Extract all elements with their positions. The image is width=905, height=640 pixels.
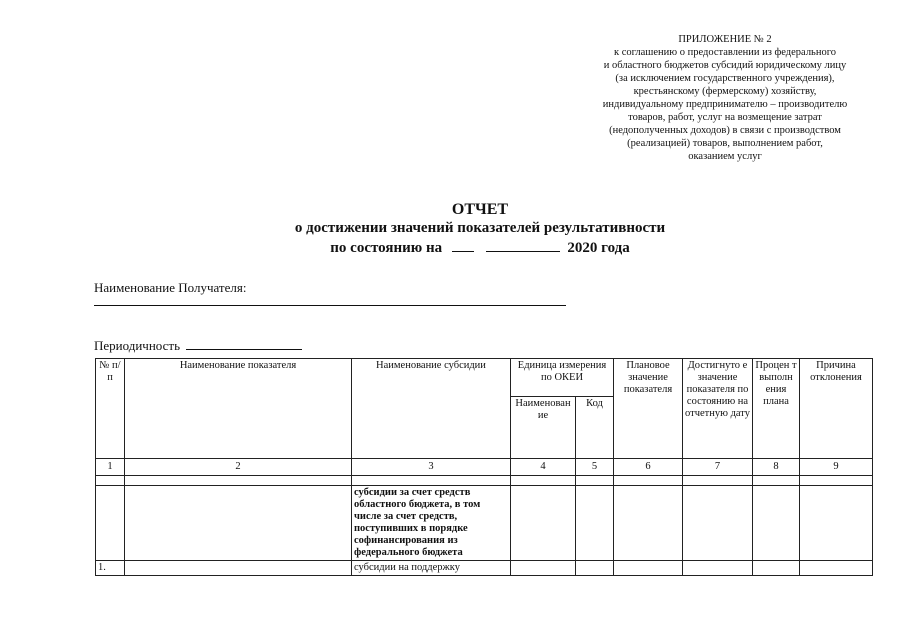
subsidy-cell[interactable]: субсидии за счет средств областного бюджета, в том числе за счет средств, поступивших в порядке софинансирования из федерального бюджета xyxy=(352,486,511,561)
percent-cell[interactable] xyxy=(753,486,800,561)
header-planned: Плановое значение показателя xyxy=(614,359,683,459)
row-num-cell[interactable] xyxy=(96,486,125,561)
reason-cell[interactable] xyxy=(800,561,873,576)
planned-cell[interactable] xyxy=(614,486,683,561)
planned-cell[interactable] xyxy=(614,561,683,576)
header-indicator-name: Наименование показателя xyxy=(125,359,352,459)
appendix-line: (реализацией) товаров, выполнением работ, xyxy=(627,138,823,149)
unit-code-cell[interactable] xyxy=(576,476,614,486)
appendix-line: (за исключением государственного учреждения), xyxy=(615,73,835,84)
column-number: 4 xyxy=(511,459,576,476)
column-number: 5 xyxy=(576,459,614,476)
table-row xyxy=(96,561,873,576)
appendix-line: и областного бюджетов субсидий юридическому лицу xyxy=(603,60,847,71)
report-date-prefix: по состоянию на xyxy=(330,240,443,256)
appendix-line: к соглашению о предоставлении из федерального xyxy=(613,47,837,58)
header-unit-name: Наименован ие xyxy=(511,397,576,459)
report-date-suffix: 2020 года xyxy=(567,240,630,256)
report-title xyxy=(200,200,760,258)
column-number: 6 xyxy=(614,459,683,476)
subsidy-cell[interactable] xyxy=(352,476,511,486)
achieved-cell[interactable] xyxy=(683,561,753,576)
report-title-main: ОТЧЕТ xyxy=(451,201,509,218)
recipient-label: Наименование Получателя: xyxy=(94,280,247,295)
row-num-cell[interactable] xyxy=(96,476,125,486)
appendix-line: оказанием услуг xyxy=(688,151,762,162)
header-achieved: Достигнуто е значение показателя по состоянию на отчетную дату xyxy=(683,359,753,459)
appendix-header xyxy=(560,33,890,163)
percent-cell[interactable] xyxy=(753,476,800,486)
column-number: 7 xyxy=(683,459,753,476)
header-percent: Процен т выполн ения плана xyxy=(753,359,800,459)
indicator-cell[interactable] xyxy=(125,561,352,576)
table-row xyxy=(96,486,873,561)
column-number: 3 xyxy=(352,459,511,476)
reason-cell[interactable] xyxy=(800,486,873,561)
recipient-blank[interactable] xyxy=(94,305,566,306)
periodicity-label: Периодичность xyxy=(94,338,181,353)
unit-name-cell[interactable] xyxy=(511,561,576,576)
unit-code-cell[interactable] xyxy=(576,486,614,561)
appendix-line: крестьянскому (фермерскому) хозяйству, xyxy=(633,86,817,97)
column-number: 8 xyxy=(753,459,800,476)
appendix-line: индивидуальному предпринимателю – производителю xyxy=(602,99,848,110)
report-table xyxy=(95,358,873,576)
table-row xyxy=(96,476,873,486)
percent-cell[interactable] xyxy=(753,561,800,576)
unit-name-cell[interactable] xyxy=(511,476,576,486)
row-num-cell[interactable]: 1. xyxy=(96,561,125,576)
unit-name-cell[interactable] xyxy=(511,486,576,561)
appendix-line: товаров, работ, услуг на возмещение затрат xyxy=(628,112,822,123)
appendix-line: (недополученных доходов) в связи с производством xyxy=(609,125,841,136)
indicator-cell[interactable] xyxy=(125,476,352,486)
header-subsidy-name: Наименование субсидии xyxy=(352,359,511,459)
day-blank[interactable] xyxy=(452,238,474,252)
achieved-cell[interactable] xyxy=(683,476,753,486)
report-title-subtitle: о достижении значений показателей результативности xyxy=(294,220,666,236)
report-date-line xyxy=(200,238,760,258)
reason-cell[interactable] xyxy=(800,476,873,486)
planned-cell[interactable] xyxy=(614,476,683,486)
unit-code-cell[interactable] xyxy=(576,561,614,576)
subsidy-cell[interactable]: субсидии на поддержку xyxy=(352,561,511,576)
appendix-line: ПРИЛОЖЕНИЕ № 2 xyxy=(678,34,772,45)
periodicity-row xyxy=(94,336,302,354)
column-number: 9 xyxy=(800,459,873,476)
header-reason: Причина отклонения xyxy=(800,359,873,459)
column-number: 1 xyxy=(96,459,125,476)
month-blank[interactable] xyxy=(486,238,560,252)
column-number: 2 xyxy=(125,459,352,476)
header-unit-code: Код xyxy=(576,397,614,459)
header-unit-group: Единица измерения по ОКЕИ xyxy=(511,359,614,397)
header-num: № п/п xyxy=(96,359,125,459)
periodicity-blank[interactable] xyxy=(186,336,302,350)
indicator-cell[interactable] xyxy=(125,486,352,561)
achieved-cell[interactable] xyxy=(683,486,753,561)
